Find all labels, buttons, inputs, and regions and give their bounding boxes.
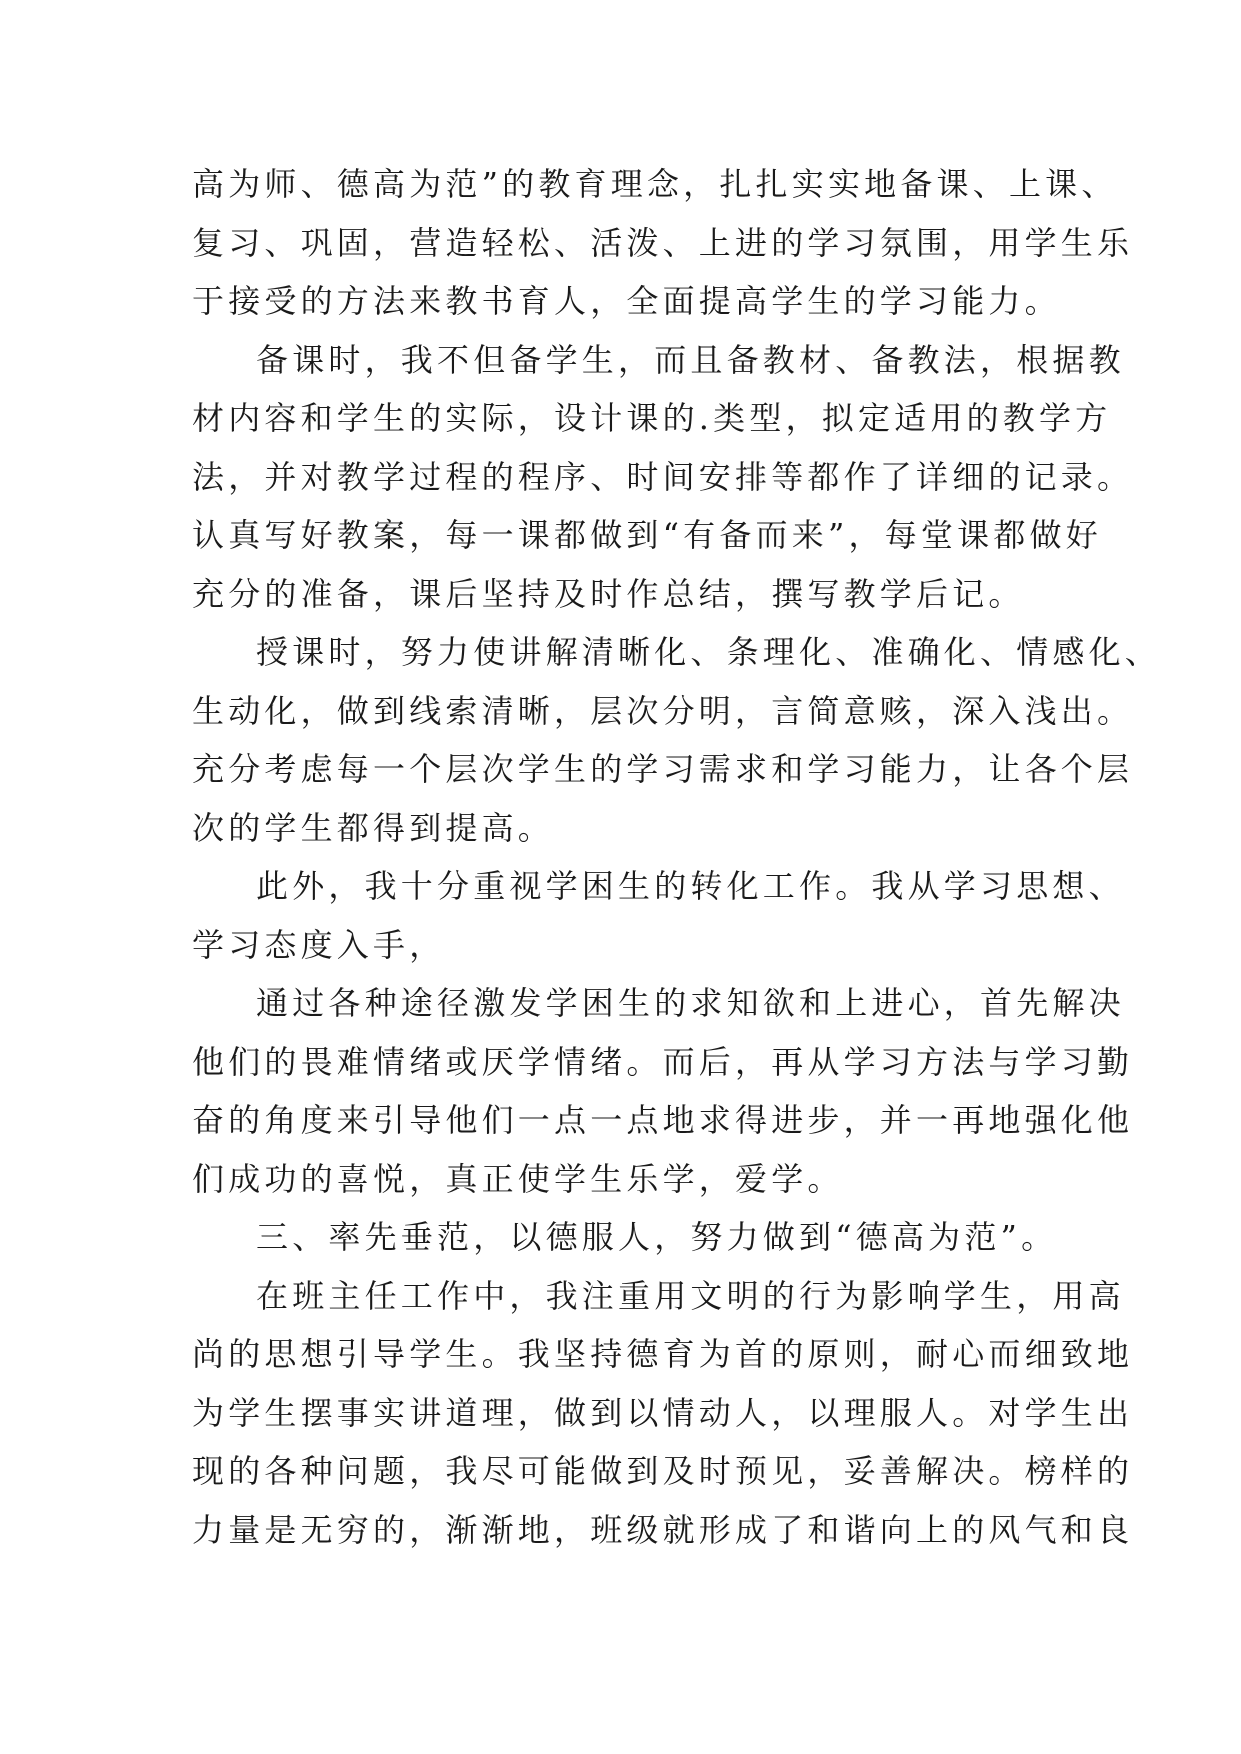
text-line: 充分的准备，课后坚持及时作总结，撰写教学后记。 (192, 574, 1025, 613)
text-line: 学习态度入手， (192, 925, 446, 964)
text-line: 备课时，我不但备学生，而且备教材、备教法，根据教 (256, 340, 1125, 379)
text-line: 材内容和学生的实际，设计课的.类型，拟定适用的教学方 (192, 399, 1112, 437)
text-line: 在班主任工作中，我注重用文明的行为影响学生，用高 (256, 1276, 1125, 1315)
text-line: 认真写好教案，每一课都做到“有备而来”，每堂课都做好 (192, 516, 1102, 554)
text-line: 生动化，做到线索清晰，层次分明，言简意赅，深入浅出。 (192, 691, 1134, 730)
text-line: 们成功的喜悦，真正使学生乐学，爱学。 (192, 1159, 844, 1198)
text-line: 力量是无穷的，渐渐地，班级就形成了和谐向上的风气和良 (192, 1510, 1134, 1549)
text-line: 此外，我十分重视学困生的转化工作。我从学习思想、 (256, 867, 1125, 905)
text-line: 现的各种问题，我尽可能做到及时预见，妥善解决。榜样的 (192, 1452, 1134, 1490)
text-line: 于接受的方法来教书育人，全面提高学生的学习能力。 (192, 282, 1061, 320)
document-body (192, 155, 1162, 1559)
text-line: 授课时，努力使讲解清晰化、条理化、准确化、情感化、 (256, 633, 1162, 671)
text-line: 高为师、德高为范”的教育理念，扎扎实实地备课、上课、 (192, 165, 1118, 203)
text-line: 充分考虑每一个层次学生的学习需求和学习能力，让各个层 (192, 750, 1134, 788)
text-line: 他们的畏难情绪或厌学情绪。而后，再从学习方法与学习勤 (192, 1042, 1134, 1081)
text-line: 法，并对教学过程的程序、时间安排等都作了详细的记录。 (192, 457, 1134, 496)
text-line: 为学生摆事实讲道理，做到以情动人，以理服人。对学生出 (192, 1393, 1134, 1432)
text-line: 通过各种途径激发学困生的求知欲和上进心，首先解决 (256, 984, 1125, 1022)
text-line: 奋的角度来引导他们一点一点地求得进步，并一再地强化他 (192, 1101, 1134, 1139)
text-line: 三、率先垂范，以德服人，努力做到“德高为范”。 (256, 1218, 1058, 1256)
text-line: 次的学生都得到提高。 (192, 808, 555, 847)
text-line: 尚的思想引导学生。我坚持德育为首的原则，耐心而细致地 (192, 1335, 1134, 1373)
text-line: 复习、巩固，营造轻松、活泼、上进的学习氛围，用学生乐 (192, 223, 1134, 262)
